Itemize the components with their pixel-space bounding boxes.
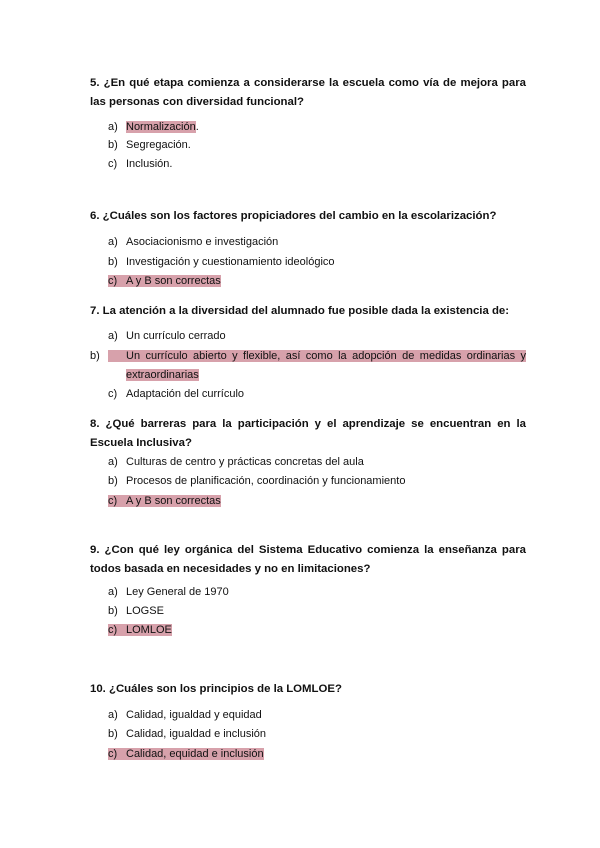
correct-answer-highlight xyxy=(108,624,172,636)
option-text: Inclusión. xyxy=(126,158,173,170)
correct-answer-highlight: Normalización xyxy=(126,121,196,133)
option-letter: b) xyxy=(108,256,118,268)
option-letter: a) xyxy=(108,330,118,342)
option-8a xyxy=(108,453,526,472)
option-letter: a) xyxy=(108,236,118,248)
option-text: LOMLOE xyxy=(126,624,172,636)
option-text: Procesos de planificación, coordinación y funcionamiento xyxy=(126,475,406,487)
option-letter: b) xyxy=(108,475,118,487)
option-6c xyxy=(108,272,526,291)
question-6: 6. ¿Cuáles son los factores propiciadores del cambio en la escolarización? xyxy=(90,210,497,222)
question-7: 7. La atención a la diversidad del alumnado fue posible dada la existencia de: xyxy=(90,305,510,317)
option-letter: b) xyxy=(108,728,118,740)
option-letter: a) xyxy=(108,121,118,133)
question-8: 8. ¿Qué barreras para la participación y el aprendizaje se encuentran en la Escuela Inclusiva? xyxy=(90,418,526,449)
option-letter: a) xyxy=(108,709,118,721)
option-letter: a) xyxy=(108,456,118,468)
option-letter: a) xyxy=(108,586,118,598)
option-letter: c) xyxy=(108,275,118,287)
option-6a xyxy=(108,233,526,252)
option-letter: c) xyxy=(108,158,118,170)
correct-answer-highlight xyxy=(108,748,264,760)
question-10: 10. ¿Cuáles son los principios de la LOMLOE? xyxy=(90,683,342,695)
option-text: Un currículo abierto y flexible, así como la adopción de medidas ordinarias y extraordinarias xyxy=(126,350,526,381)
option-5b xyxy=(108,136,526,155)
option-7b xyxy=(90,347,526,385)
option-5a xyxy=(108,118,526,137)
option-text: Calidad, igualdad y equidad xyxy=(126,709,262,721)
option-5c xyxy=(108,155,526,174)
option-text: Calidad, igualdad e inclusión xyxy=(126,728,267,740)
correct-answer-highlight xyxy=(108,495,221,507)
option-7a xyxy=(108,327,526,346)
option-letter: c) xyxy=(108,748,118,760)
option-letter: c) xyxy=(108,624,118,636)
option-text: Ley General de 1970 xyxy=(126,586,229,598)
option-9a xyxy=(108,583,526,602)
option-text: Segregación. xyxy=(126,139,191,151)
option-letter: b) xyxy=(108,605,118,617)
option-suffix: . xyxy=(195,121,199,133)
option-9b xyxy=(108,602,526,621)
option-10c xyxy=(108,745,526,764)
option-9c xyxy=(108,621,526,640)
option-8c xyxy=(108,492,526,511)
option-text: A y B son correctas xyxy=(126,275,221,287)
option-text: Asociacionismo e investigación xyxy=(126,236,279,248)
option-letter: b) xyxy=(90,350,100,362)
option-7c xyxy=(108,385,526,404)
option-letter: c) xyxy=(108,388,118,400)
option-text: LOGSE xyxy=(126,605,164,617)
option-letter: c) xyxy=(108,495,118,507)
option-10b xyxy=(108,725,526,744)
question-9: 9. ¿Con qué ley orgánica del Sistema Educativo comienza la enseñanza para todos basada en necesidades y no en limitaciones? xyxy=(90,544,526,575)
option-6b xyxy=(108,253,526,272)
correct-answer-highlight xyxy=(90,350,526,381)
option-text: A y B son correctas xyxy=(126,495,221,507)
option-letter: b) xyxy=(108,139,118,151)
option-8b xyxy=(108,472,526,491)
question-5: 5. ¿En qué etapa comienza a considerarse la escuela como vía de mejora para las personas con diversidad funcional? xyxy=(90,77,526,108)
correct-answer-highlight xyxy=(108,275,221,287)
option-text: Un currículo cerrado xyxy=(126,330,226,342)
option-text: Investigación y cuestionamiento ideológico xyxy=(126,256,335,268)
option-10a xyxy=(108,706,526,725)
option-text: Calidad, equidad e inclusión xyxy=(126,748,264,760)
option-text: Adaptación del currículo xyxy=(126,388,245,400)
option-text: Culturas de centro y prácticas concretas del aula xyxy=(126,456,364,468)
